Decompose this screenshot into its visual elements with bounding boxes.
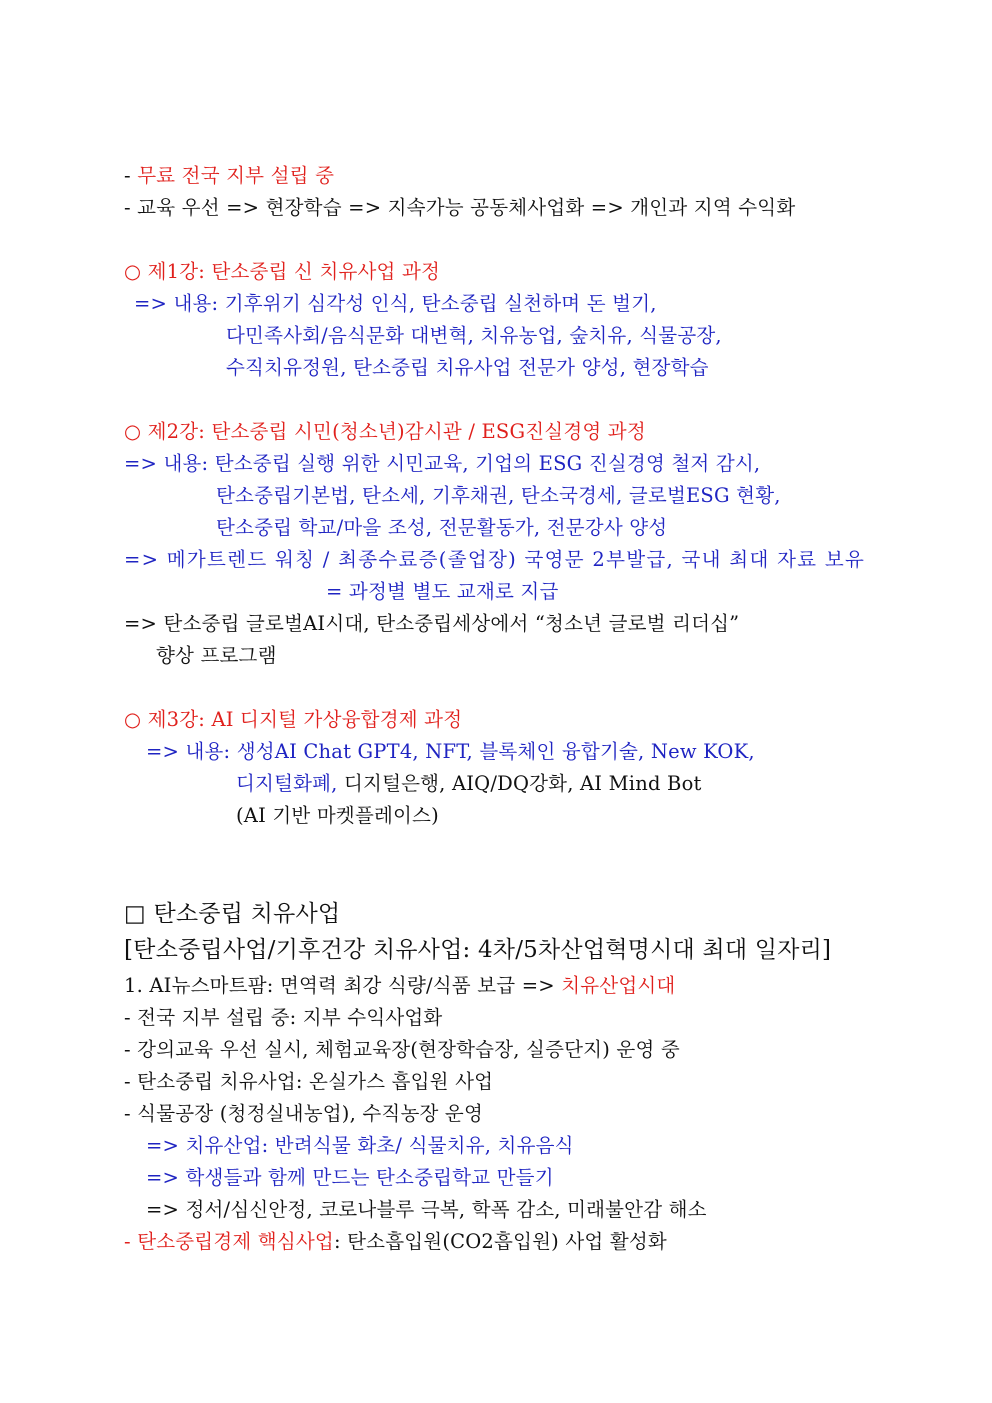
item1-highlight: 치유산업시대: [561, 974, 676, 997]
textbook-line: = 과정별 별도 교재로 지급: [326, 580, 559, 603]
section-heading: □ 탄소중립 치유사업: [124, 901, 341, 927]
leadership-line: 향상 프로그램: [156, 644, 277, 667]
course1-content-line: 수직치유정원, 탄소중립 치유사업 전문가 양성, 현장학습: [226, 356, 709, 379]
course1-content-line: 다민족사회/음식문화 대변혁, 치유농업, 숲치유, 식물공장,: [226, 324, 722, 347]
item1-prefix: 1. AI뉴스마트팜: 면역력 최강 식량/식품 보급 =>: [124, 974, 562, 997]
course3-content-line: [236, 770, 702, 798]
course1-title: ○ 제1강: 탄소중립 신 치유사업 과정: [124, 260, 441, 283]
section-subheading: [탄소중립사업/기후건강 치유사업: 4차/5차산업혁명시대 최대 일자리]: [124, 937, 832, 963]
sub-bullet-line: => 학생들과 함께 만드는 탄소중립학교 만들기: [146, 1166, 554, 1189]
digital-bank-text: 디지털은행, AIQ/DQ강화, AI Mind Bot: [337, 772, 702, 795]
bullet-line: - 강의교육 우선 실시, 체험교육장(현장학습장, 실증단지) 운영 중: [124, 1038, 680, 1061]
education-flow-line: - 교육 우선 => 현장학습 => 지속가능 공동체사업화 => 개인과 지역 수익화: [124, 196, 796, 219]
nationwide-branch-line: [124, 162, 334, 190]
carbon-sink-text: : 탄소흡입원(CO2흡입원) 사업 활성화: [333, 1230, 667, 1253]
bullet-line: - 전국 지부 설립 중: 지부 수익사업화: [124, 1006, 443, 1029]
bullet-line: - 탄소중립 치유사업: 온실가스 흡입원 사업: [124, 1070, 494, 1093]
dash: -: [124, 164, 131, 187]
bullet-line: - 식물공장 (청정실내농업), 수직농장 운영: [124, 1102, 483, 1125]
course2-content-line: 탄소중립기본법, 탄소세, 기후채권, 탄소국경세, 글로벌ESG 현황,: [216, 484, 781, 507]
core-business-text: 탄소중립경제 핵심사업: [137, 1230, 334, 1253]
item1-line: [124, 972, 675, 1000]
course3-title: ○ 제3강: AI 디지털 가상융합경제 과정: [124, 708, 463, 731]
course3-content-line: => 내용: 생성AI Chat GPT4, NFT, 블록체인 융합기술, New KOK,: [146, 740, 755, 763]
leadership-line: => 탄소중립 글로벌AI시대, 탄소중립세상에서 “청소년 글로벌 리더십”: [124, 612, 740, 635]
last-line: [124, 1228, 667, 1256]
course1-content-line: => 내용: 기후위기 심각성 인식, 탄소중립 실천하며 돈 벌기,: [134, 292, 657, 315]
megatrend-line: => 메가트렌드 워칭 / 최종수료증(졸업장) 국영문 2부발급, 국내 최대 자료 보유: [124, 548, 866, 571]
last-dash: -: [124, 1230, 138, 1253]
digital-currency-text: 디지털화폐,: [236, 772, 338, 795]
course3-content-line: (AI 기반 마켓플레이스): [236, 804, 439, 827]
sub-bullet-line: => 치유산업: 반려식물 화초/ 식물치유, 치유음식: [146, 1134, 574, 1157]
sub-bullet-line: => 정서/심신안정, 코로나블루 극복, 학폭 감소, 미래불안감 해소: [146, 1198, 707, 1221]
course2-content-line: => 내용: 탄소중립 실행 위한 시민교육, 기업의 ESG 진실경영 철저 감시,: [124, 452, 761, 475]
course2-title: ○ 제2강: 탄소중립 시민(청소년)감시관 / ESG진실경영 과정: [124, 420, 646, 443]
course2-content-line: 탄소중립 학교/마을 조성, 전문활동가, 전문강사 양성: [216, 516, 668, 539]
nationwide-branch-text: 무료 전국 지부 설립 중: [137, 164, 335, 187]
